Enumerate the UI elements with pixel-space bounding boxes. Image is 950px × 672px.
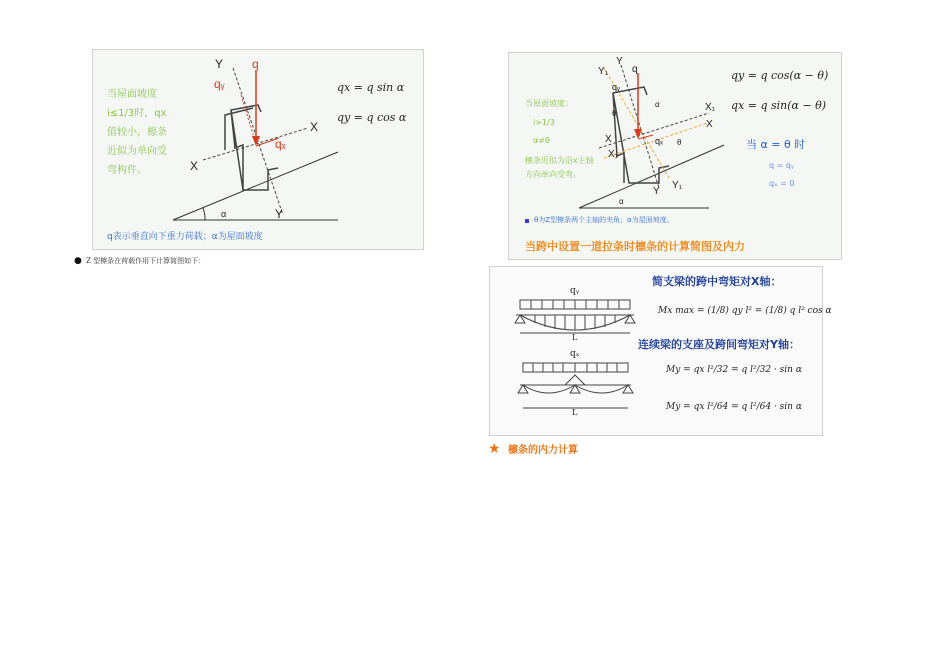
special-case-line-2: qₓ = 0	[769, 179, 795, 188]
load-qx-2: qₓ	[655, 136, 663, 146]
load-qx: qₓ	[275, 137, 286, 151]
formula-my-64: My = qx l²/64 = q l²/64 · sin α	[666, 402, 802, 412]
axis-Y1-top: Y₁	[598, 66, 609, 77]
axis-Y1-bottom: Y₁	[672, 180, 683, 191]
special-case-title: 当 α = θ 时	[746, 138, 806, 151]
note2-line-1: 当屋面坡度：	[525, 99, 573, 108]
load-q: q	[252, 57, 259, 71]
angle-theta: θ	[612, 109, 617, 118]
formula-qx-2: qx = q sin(α − θ)	[731, 99, 827, 112]
angle-alpha-small: α	[655, 100, 660, 109]
figure-beam-moments	[489, 266, 832, 436]
axis-Y-top: Y	[215, 57, 224, 71]
footer-title: 当跨中设置一道拉条时檩条的计算简图及内力	[525, 240, 745, 253]
angle-theta-2: θ	[677, 138, 682, 147]
title-continuous-beam: 连续梁的支座及跨间弯矩对Y轴：	[638, 338, 800, 351]
note2-line-4: 檩条近似为沿x主轴	[525, 156, 594, 165]
label-qx-beam: qₓ	[570, 349, 580, 359]
star-icon: ★	[488, 441, 501, 457]
label-qy-beam: qᵧ	[570, 286, 580, 296]
load-qy: qᵧ	[214, 77, 225, 91]
note-line-1: 当屋面坡度	[107, 89, 157, 100]
note-line-5: 弯构件。	[107, 165, 147, 176]
legend-square	[525, 219, 529, 223]
axis-Y-bottom: Y	[275, 207, 284, 221]
axis-X1-left: X₁	[608, 149, 619, 160]
section-heading: 檩条的内力计算	[508, 445, 578, 456]
axis-X-right: X	[310, 120, 319, 134]
note2-line-2: i>1/3	[533, 118, 555, 127]
label-L-top: L	[572, 333, 578, 342]
title-simple-beam: 简支梁的跨中弯矩对X轴：	[652, 275, 782, 288]
axis-X1-right: X₁	[705, 102, 716, 113]
note2-line-5: 方向单向受弯。	[525, 170, 581, 179]
formula-mx-max: Mx max = (1/8) qy l² = (1/8) q l² cos α	[658, 306, 832, 316]
note-line-2: i≤1/3时，qx	[107, 108, 167, 119]
figure-roof-slope-load-large	[508, 52, 842, 260]
angle-alpha: α	[221, 209, 227, 219]
note-line-4: 近似为单向受	[107, 146, 167, 157]
bullet-text: Z 型檩条在荷载作用下计算简图如下：	[86, 257, 206, 265]
note-line-3: 值较小，檩条	[107, 127, 167, 138]
note2-line-3: α≠θ	[533, 136, 550, 145]
special-case-line-1: q = qᵧ	[769, 161, 794, 170]
figure-roof-slope-load-small	[92, 49, 424, 250]
axis-X-left: X	[190, 159, 199, 173]
formula-my-32: My = qx l²/32 = q l²/32 · sin α	[666, 365, 802, 375]
caption-load-definition: q表示垂直向下重力荷载；α为屋面坡度	[107, 232, 263, 242]
formula-qy: qy = q cos α	[337, 111, 407, 124]
axis-Y-top-2: Y	[616, 56, 623, 67]
load-qy-2: qᵧ	[612, 82, 620, 92]
load-q-2: q	[632, 64, 638, 75]
formula-qy-2: qy = q cos(α − θ)	[731, 69, 829, 82]
bullet-dot: ●	[74, 256, 82, 266]
axis-X-left-2: X	[605, 134, 612, 145]
legend-text: θ为Z型檩条两个主轴的夹角；α为屋面坡度。	[534, 216, 674, 224]
label-L-bottom: L	[572, 408, 578, 417]
axis-Y-bottom-2: Y	[653, 186, 660, 197]
formula-qx: qx = q sin α	[337, 81, 405, 94]
axis-X-right-2: X	[706, 119, 713, 130]
angle-alpha-2: α	[619, 197, 624, 206]
